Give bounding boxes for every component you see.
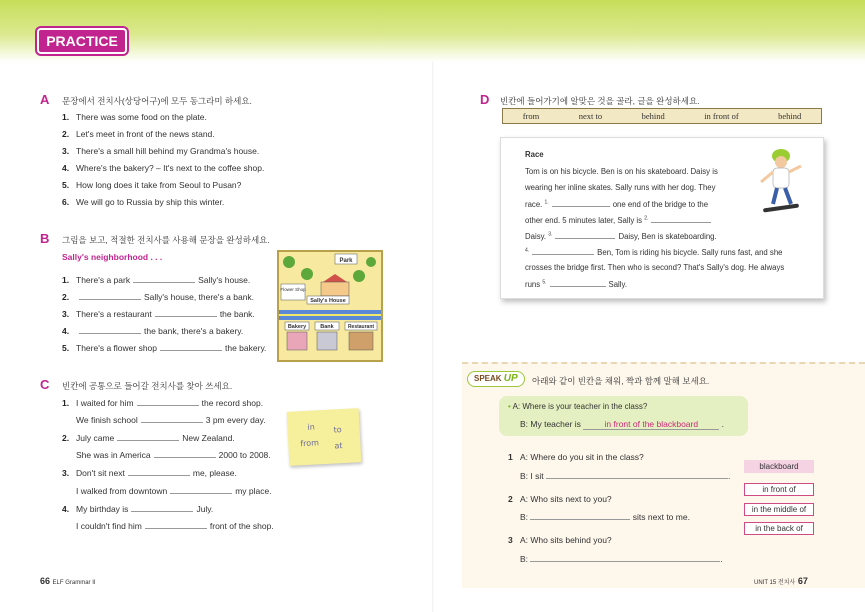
example-question: • A: Where is your teacher in the class? [508, 402, 648, 411]
blank[interactable] [552, 199, 610, 207]
option-blackboard: blackboard [744, 460, 814, 473]
word-option: in front of [704, 111, 739, 121]
tree-icon [366, 257, 376, 267]
example-answer: B: My teacher is in front of the blackboard . [520, 419, 725, 429]
blank[interactable] [170, 486, 232, 494]
blank[interactable] [532, 247, 594, 255]
skater-illustration [751, 146, 811, 218]
answer-blank[interactable] [530, 553, 720, 562]
word-option: from [522, 111, 540, 121]
sticky-word: at [334, 441, 343, 451]
story-box [500, 137, 824, 299]
word-box [502, 108, 822, 124]
word-option: next to [578, 111, 603, 121]
speak-a2: B: sits next to me. [520, 512, 690, 522]
blank[interactable] [145, 521, 207, 529]
blank[interactable] [128, 468, 190, 476]
top-banner [0, 0, 865, 62]
blank[interactable] [555, 231, 615, 239]
c-item-1a: 1. I waited for him the record shop. [62, 398, 264, 408]
a-item-1: 1. There was some food on the plate. [62, 112, 207, 122]
blank[interactable] [550, 279, 606, 287]
house-roof [323, 274, 347, 282]
b-item-4: 4. the bank, there's a bakery. [62, 326, 244, 336]
blank[interactable] [137, 398, 199, 406]
b-subtitle: Sally's neighborhood . . . [62, 252, 163, 262]
b-item-5: 5. There's a flower shop the bakery. [62, 343, 267, 353]
speak-q3: 3 A: Who sits behind you? [508, 535, 612, 545]
blank[interactable] [79, 326, 141, 334]
section-d-letter: D [480, 92, 490, 107]
shirt [773, 168, 789, 188]
tree-icon [301, 268, 313, 280]
neighborhood-map [277, 250, 383, 362]
tree-icon [353, 270, 365, 282]
speak-up-title: 아래와 같이 빈칸을 채워, 짝과 함께 말해 보세요. [532, 376, 710, 386]
section-a-letter: A [40, 92, 50, 107]
flower-shop-label: Flower Shop [280, 287, 306, 292]
section-d-title: 빈칸에 들어가기에 알맞은 것을 골라, 글을 완성하세요. [500, 96, 700, 106]
a-item-4: 4. Where's the bakery? – It's next to the coffee shop. [62, 163, 265, 173]
c-item-4a: 4. My birthday is July. [62, 504, 214, 514]
map-drawing [279, 252, 381, 360]
story-line: crosses the bridge first. Then who is second? That's Sally's dog. He always [525, 263, 785, 272]
street-line [279, 314, 381, 316]
sallys-house [321, 282, 349, 296]
option-in-the-back-of: in the back of [744, 522, 814, 535]
leg [785, 188, 791, 204]
bank-building [317, 332, 337, 350]
sticky-word: in [307, 422, 315, 432]
bank-label: Bank [320, 324, 334, 330]
section-b-letter: B [40, 231, 50, 246]
c-item-2b: She was in America 2000 to 2008. [76, 450, 271, 460]
b-item-2: 2. Sally's house, there's a bank. [62, 292, 255, 302]
sticky-word: to [333, 425, 342, 435]
section-c-title: 빈칸에 공통으로 들어갈 전치사를 찾아 쓰세요. [62, 381, 233, 391]
practice-label: PRACTICE [37, 28, 127, 54]
section-a-title: 문장에서 전치사(상당어구)에 모두 동그라미 하세요. [62, 96, 252, 106]
blank[interactable] [141, 415, 203, 423]
story-line: race. $^{1.}$ one end of the bridge to the [525, 199, 709, 209]
story-line: wearing her inline skates. Sally runs with her dog. They [525, 183, 716, 192]
word-option: behind [641, 111, 665, 121]
speak-up-logo: SPEAK UP [467, 371, 525, 387]
a-item-2: 2. Let's meet in front of the news stand. [62, 129, 215, 139]
blank[interactable] [131, 504, 193, 512]
restaurant-label: Restaurant [347, 324, 375, 330]
option-in-front-of: in front of [744, 483, 814, 496]
section-c-letter: C [40, 377, 50, 392]
a-item-6: 6. We will go to Russia by ship this winter. [62, 197, 225, 207]
bakery-building [287, 332, 307, 350]
blank[interactable] [133, 275, 195, 283]
story-line: runs $^{5.}$ Sally. [525, 279, 628, 289]
c-item-2a: 2. July came New Zealand. [62, 433, 235, 443]
story-line: $^{4.}$ Ben, Tom is riding his bicycle. Sally runs fast, and she [525, 247, 783, 257]
face [775, 156, 787, 168]
blank[interactable] [651, 215, 711, 223]
park-label: Park [339, 258, 353, 264]
answer-blank[interactable] [546, 470, 728, 479]
story-line: Daisy. $^{3.}$ Daisy, Ben is skateboarding. [525, 231, 717, 241]
house-label: Sally's House [310, 298, 346, 304]
speak-q2: 2 A: Who sits next to you? [508, 494, 612, 504]
b-item-1: 1. There's a park Sally's house. [62, 275, 251, 285]
a-item-5: 5. How long does it take from Seoul to Pusan? [62, 180, 242, 190]
speak-a1: B: I sit . [520, 471, 731, 481]
footer-right: UNIT 15 전치사 67 [754, 576, 808, 586]
blank[interactable] [117, 433, 179, 441]
section-b-title: 그림을 보고, 적절한 전치사를 사용해 문장을 완성하세요. [62, 235, 270, 245]
blank[interactable] [155, 309, 217, 317]
blank[interactable] [160, 343, 222, 351]
footer-left: 66 ELF Grammar II [40, 576, 96, 586]
page-number: 66 [40, 576, 51, 586]
story-line: Tom is on his bicycle. Ben is on his skateboard. Daisy is [525, 167, 718, 176]
tree-icon [283, 256, 295, 268]
c-item-1b: We finish school 3 pm every day. [76, 415, 266, 425]
example-fill: in front of the blackboard [583, 419, 719, 430]
c-item-3b: I walked from downtown my place. [76, 486, 272, 496]
skateboard-icon [763, 204, 799, 213]
bakery-label: Bakery [287, 324, 307, 330]
answer-blank[interactable] [530, 511, 630, 520]
arm [789, 166, 801, 172]
leg [773, 188, 777, 204]
c-item-4b: I couldn't find him front of the shop. [76, 521, 274, 531]
option-in-the-middle-of: in the middle of [744, 503, 814, 516]
story-title: Race [525, 150, 544, 159]
c-item-3a: 3. Don't sit next me, please. [62, 468, 237, 478]
sticky-word: from [300, 438, 320, 449]
speak-q1: 1 A: Where do you sit in the class? [508, 452, 644, 462]
a-item-3: 3. There's a small hill behind my Grandma's house. [62, 146, 260, 156]
page-spine [432, 62, 434, 612]
story-line: other end. 5 minutes later, Sally is $^{2.}$ [525, 215, 714, 225]
blank[interactable] [79, 292, 141, 300]
word-option: behind [778, 111, 802, 121]
sticky-note [287, 408, 362, 466]
restaurant-building [349, 332, 373, 350]
arm [761, 172, 773, 182]
blank[interactable] [154, 450, 216, 458]
page-number: 67 [797, 576, 808, 586]
speak-a3: B: . [520, 554, 723, 564]
b-item-3: 3. There's a restaurant the bank. [62, 309, 255, 319]
